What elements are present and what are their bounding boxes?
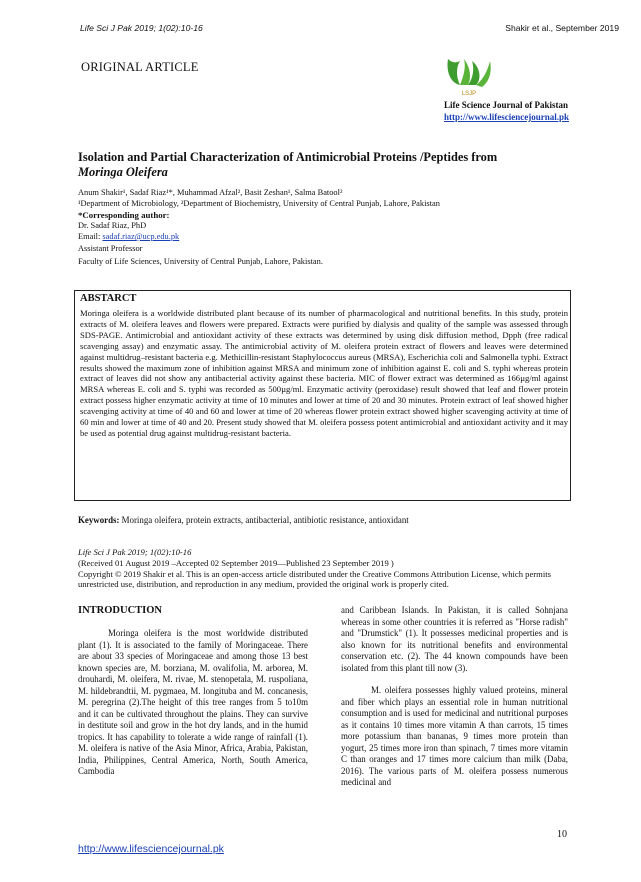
email-link[interactable]: sadaf.riaz@ucp.edu.pk bbox=[102, 232, 180, 241]
corresponding-author-heading: *Corresponding author: bbox=[78, 210, 170, 220]
intro-paragraph-2: and Caribbean Islands. In Pakistan, it is called Sohnjana whereas in some other countries it is referred as "Horse radish" and "Drumstick" (1). It possesses medicinal properties and is also known for its nutritional benefits and environmental conservation etc. (2). The 44 known compounds have been isolated from this plant till now (3). bbox=[341, 605, 568, 673]
citation-line: Life Sci J Pak 2019; 1(02):10-16 bbox=[78, 547, 192, 557]
corresponding-author-email bbox=[78, 232, 179, 243]
logo-text: LSJP bbox=[461, 91, 477, 97]
introduction-heading: INTRODUCTION bbox=[78, 605, 163, 616]
article-title bbox=[78, 150, 578, 180]
abstract-heading: ABSTARCT bbox=[80, 293, 137, 304]
intro-paragraph-1: Moringa oleifera is the most worldwide distributed plant (1). It is associated to the family of Moringaceae. There are about 33 species of Moringaceae and among those 13 best known species are, M. borziana, M. ovalifolia, M. arborea, M. drouhardi, M. oleifera, M. rivae, M. stenopetala, M. ruspoliana, M. hildebrandtii, M. pygmaea, M. longituba and M. concanesis, M. peregrina (2).The height of this tree ranges from 5 to10m and it can be cultivated throughout the plains. They can survive in destitute soil and grow in the hot dry lands, and in the humid tropics. It has capability to tolerate a wide range of rainfall (1). M. oleifera is native of the Asia Minor, Africa, Arabia, Pakistan, India, Philippines, Central America, North, South America, Cambodia bbox=[78, 628, 308, 776]
running-header-citation: Life Sci J Pak 2019; 1(02):10-16 bbox=[80, 23, 203, 33]
corresponding-author-faculty: Faculty of Life Sciences, University of Central Punjab, Lahore, Pakistan. bbox=[78, 257, 323, 266]
corresponding-author-role: Assistant Professor bbox=[78, 244, 143, 253]
abstract-text: Moringa oleifera is a worldwide distributed plant because of its number of pharmacological and nutritional benefits. In this study, protein extracts of M. oleifera leaves and flowers were prepared. Extracts were purified by dialysis and quality of the sample was assessed through SDS-PAGE. Antimicrobial and antioxidant activity of these extracts was determined by using disk diffusion method, Dpph (free radical scavenging assay) and enzymatic assay. The antimicrobial activity of M. oleifera protein extract of flowers and leaves were determined against multidrug–resistant bacteria e.g. Methicillin-resistant Staphylococcus aureus (MRSA), Escherichia coli and Salmonella typhi. Extract results showed the maximum zone of inhibition against MRSA and minimum zone of inhibition against E. coli and S. typhi whereas protein extract of leaves did not show any antibacterial activity against these bacteria. MIC of flower extract was determined as 166µg/ml against MRSA whereas E. coli and S. typhi was recorded as 500µg/ml. Enzymatic activity (peroxidase) result showed that leaf and flower protein extract possess higher enzymatic activity at time of 10 minutes and lower at time of 20 and 30 minutes. Protein extract of leaf showed higher scavenging activity at time of 40 and 60 and lower at time of 20 whereas flower protein extract showed higher scavenging activity at time of 60 min and lower at time of 40 and 20. Present study showed that M. oleifera possess potent antimicrobial and antioxidant activity and it may be used as potential drug against multidrug-resistant bacteria. bbox=[80, 308, 568, 438]
keywords-label: Keywords: bbox=[78, 515, 120, 525]
copyright-notice: Copyright © 2019 Shakir et al. This is an open-access article distributed under the Creative Commons Attribution License, which permits unrestricted use, distribution, and reproduction in any medium, provided the original work is properly cited. bbox=[78, 568, 551, 590]
journal-url-link[interactable]: http://www.lifesciencejournal.pk bbox=[444, 112, 569, 122]
citation-block bbox=[78, 547, 583, 590]
introduction-column-2 bbox=[341, 605, 568, 789]
introduction-column-1 bbox=[78, 628, 308, 778]
corresponding-author-name: Dr. Sadaf Riaz, PhD bbox=[78, 221, 147, 230]
keywords-text: Moringa oleifera, protein extracts, antibacterial, antibiotic resistance, antioxidant bbox=[119, 515, 409, 525]
email-label: Email: bbox=[78, 232, 103, 241]
title-line-2: Moringa Oleifera bbox=[78, 165, 168, 179]
footer-url-link[interactable]: http://www.lifesciencejournal.pk bbox=[78, 843, 224, 855]
page-number: 10 bbox=[557, 829, 567, 840]
journal-name: Life Science Journal of Pakistan bbox=[444, 100, 568, 110]
title-line-1: Isolation and Partial Characterization of Antimicrobial Proteins /Peptides from bbox=[78, 150, 498, 164]
received-dates: (Received 01 August 2019 –Accepted 02 September 2019—Published 23 September 2019 ) bbox=[78, 557, 394, 568]
affiliations: ¹Department of Microbiology, ²Department of Biochemistry, University of Central Punjab, Lahore, Pakistan bbox=[78, 199, 440, 208]
article-type: ORIGINAL ARTICLE bbox=[81, 60, 199, 74]
keywords bbox=[78, 515, 409, 525]
running-header-author-date: Shakir et al., September 2019 bbox=[505, 23, 619, 33]
author-list: Anum Shakir¹, Sadaf Riaz¹*, Muhammad Afzal², Basit Zeshan¹, Salma Batool² bbox=[78, 188, 343, 197]
journal-logo-icon bbox=[444, 55, 494, 97]
intro-paragraph-3: M. oleifera possesses highly valued proteins, mineral and fiber which plays an essential role in human nutritional consumption and is used for medicinal and nutritional purposes as it contains 10 times more vitamin A than carrots, 15 times more potassium than bananas, 9 times more protein than yogurt, 25 times more iron than spinach, 7 times more vitamin C than oranges and 17 times more calcium than milk (Daba, 2016). The various parts of M. oleifera possess numerous medicinal and bbox=[341, 685, 568, 787]
